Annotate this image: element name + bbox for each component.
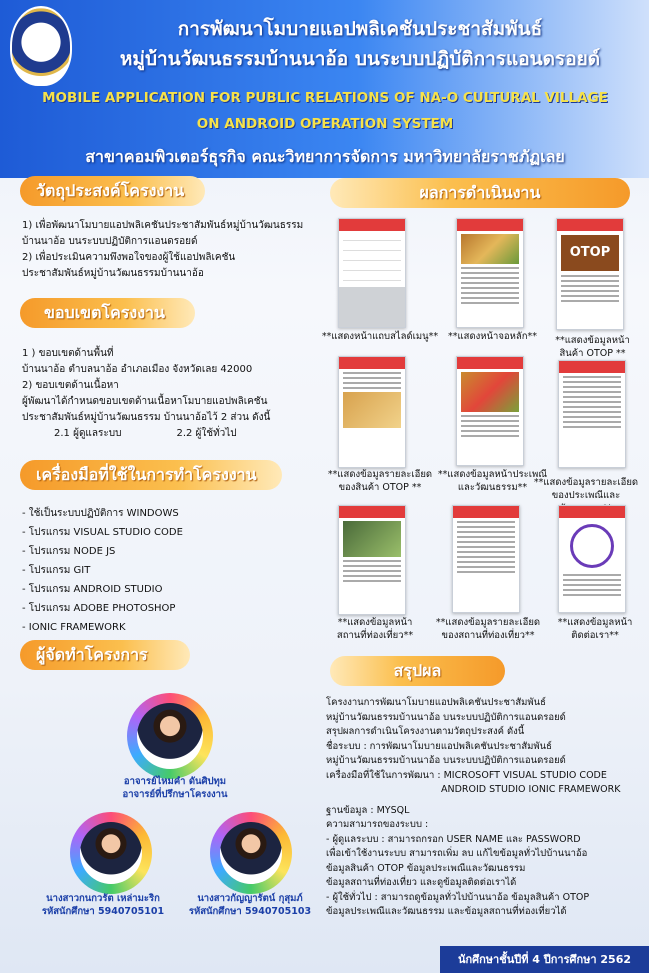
screenshot-contact-page	[558, 505, 626, 613]
department-line: สาขาคอมพิวเตอร์ธุรกิจ คณะวิทยาการจัดการ มหาวิทยาลัยราชภัฏเลย	[85, 147, 565, 166]
title-thai-line-1: การพัฒนาโมบายแอปพลิเคชันประชาสัมพันธ์	[177, 18, 543, 40]
screenshot-main-screen	[456, 218, 524, 328]
student1-caption: นางสาวกนกวรัต เหล่ามะริก รหัสนักศึกษา 5940705101	[41, 893, 165, 917]
caption-contact-page: **แสดงข้อมูลหน้า ติดต่อเรา**	[557, 617, 633, 641]
footer-year-label: นักศึกษาชั้นปีที่ 4 ปีการศึกษา 2562	[440, 946, 649, 973]
caption-tourist-detail: **แสดงข้อมูลรายละเอียด ของสถานที่ท่องเที่ยว**	[435, 617, 541, 641]
caption-slide-menu: **แสดงหน้าแถบสไลด์เมนู**	[321, 331, 439, 342]
screenshot-tourist-page	[338, 505, 406, 615]
summary-heading: สรุปผล	[330, 656, 505, 686]
student2-caption: นางสาวกัญญารัตน์ กุสุมภ์ รหัสนักศึกษา 5940705103	[188, 893, 312, 917]
caption-main-screen: **แสดงหน้าจอหลัก**	[448, 331, 537, 342]
screenshot-tradition-detail	[558, 360, 626, 468]
team-heading: ผู้จัดทำโครงการ	[20, 640, 190, 670]
objectives-heading: วัตถุประสงค์โครงงาน	[20, 176, 205, 206]
caption-otop-page: **แสดงข้อมูลหน้า สินค้า OTOP **	[555, 335, 630, 359]
objectives-text: 1) เพื่อพัฒนาโมบายแอปพลิเคชันประชาสัมพันธ์หมู่บ้านวัฒนธรรม บ้านนาอ้อ บนระบบปฏิบัติการแอนดรอยด์ 2) เพื่อประเมินความพึงพอใจของผู้ใช้แอปพลิเคชัน ประชาสัมพันธ์หมู่บ้านวัฒนธรรมบ้านนาอ้อ	[22, 220, 304, 279]
university-logo-icon	[10, 6, 72, 86]
tools-heading: เครื่องมือที่ใช้ในการทำโครงงาน	[20, 460, 282, 490]
caption-tradition-detail: **แสดงข้อมูลรายละเอียด ของประเพณีและ	[533, 477, 639, 501]
screenshot-otop-page	[556, 218, 624, 330]
screenshot-tradition-page	[456, 356, 524, 466]
results-heading: ผลการดำเนินงาน	[330, 178, 630, 208]
screenshot-tourist-detail	[452, 505, 520, 613]
title-english-line-2: ON ANDROID OPERATION SYSTEM	[196, 116, 454, 132]
otop-banner: OTOP	[561, 235, 619, 271]
scope-text: 1 ) ขอบเขตด้านพื้นที่ บ้านนาอ้อ ตำบลนาอ้อ อำเภอเมือง จังหวัดเลย 42000 2) ขอบเขตด้านเนื้อหา ผู้พัฒนาได้กำหนดขอบเขตด้านเนื้อหาโมบายแอปพลิเคชัน ประชาสัมพันธ์หมู่บ้านวัฒนธรรม บ้านนาอ้อไว้ 2 ส่วน ดังนี้ 2.1 ผู้ดูแลระบบ 2.2 ผู้ใช้ทั่วไป	[22, 348, 271, 439]
scope-heading: ขอบเขตโครงงาน	[20, 298, 195, 328]
student2-photo	[220, 822, 282, 884]
caption-tourist-page: **แสดงข้อมูลหน้า สถานที่ท่องเที่ยว**	[336, 617, 414, 641]
caption-tradition-page: **แสดงข้อมูลหน้าประเพณี และวัฒนธรรม**	[437, 469, 548, 493]
title-english-line-1: MOBILE APPLICATION FOR PUBLIC RELATIONS OF NA-O CULTURAL VILLAGE	[42, 90, 608, 106]
summary-text: โครงงานการพัฒนาโมบายแอปพลิเคชันประชาสัมพันธ์ หมู่บ้านวัฒนธรรมบ้านนาอ้อ บนระบบปฏิบัติการแอนดรอยด์ สรุปผลการดำเนินโครงงานตามวัตถุประสงค์ ดังนี้ ชื่อระบบ : การพัฒนาโมบายแอปพลิเคชันประชาสัมพันธ์ หมู่บ้านวัฒนธรรมบ้านนาอ้อ บนระบบปฏิบัติการแอนดรอยด์ เครื่องมือที่ใช้ในการพัฒนา : MICROSOFT VISUAL STUDIO CODE ANDROID STUDIO IONIC FRAMEWORK ฐานข้อมูล : MYSQL ความสามารถของระบบ : - ผู้ดูแลระบบ : สามารถกรอก USER NAME และ PASSWORD เพื่อเข้าใช้งานระบบ สามารถเพิ่ม ลบ แก้ไขข้อมูลทั่วไปบ้านนาอ้อ ข้อมูลสินค้า OTOP ข้อมูลประเพณีและวัฒนธรรม ข้อมูลสถานที่ท่องเที่ยว และดูข้อมูลติดต่อเราได้ - ผู้ใช้ทั่วไป : สามารถดูข้อมูลทั่วไปบ้านนาอ้อ ข้อมูลสินค้า OTOP ข้อมูลประเพณีและวัฒนธรรม และข้อมูลสถานที่ท่องเที่ยวได้	[326, 697, 621, 917]
tools-list: - ใช้เป็นระบบปฏิบัติการ WINDOWS - โปรแกรม VISUAL STUDIO CODE - โปรแกรม NODE JS - โปรแกรม GIT - โปรแกรม ANDROID STUDIO - โปรแกรม ADOBE PHOTOSHOP - IONIC FRAMEWORK	[22, 508, 183, 633]
advisor-photo	[137, 703, 203, 769]
header-banner	[0, 0, 649, 178]
screenshot-slide-menu	[338, 218, 406, 328]
caption-otop-detail: **แสดงข้อมูลรายละเอียด ของสินค้า OTOP **	[327, 469, 433, 493]
advisor-caption: อาจารย์ไหมคำ ดันศิปทุม อาจารย์ที่ปรึกษาโครงงาน	[122, 776, 228, 800]
student1-photo	[80, 822, 142, 884]
screenshot-otop-detail	[338, 356, 406, 468]
title-thai-line-2: หมู่บ้านวัฒนธรรมบ้านนาอ้อ บนระบบปฏิบัติการแอนดรอยด์	[119, 48, 601, 70]
